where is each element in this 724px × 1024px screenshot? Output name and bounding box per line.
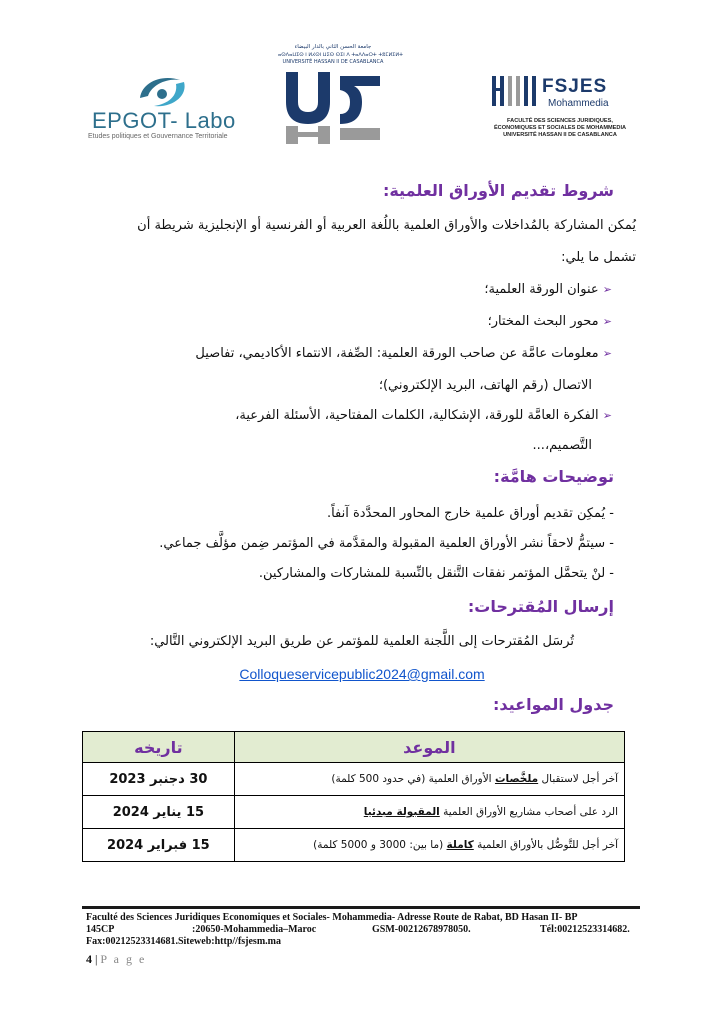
list-item-text: الفكرة العامَّة للورقة، الإشكالية، الكلمات المفتاحية، الأسئلة الفرعية، <box>235 408 599 423</box>
event-cell: الرد على أصحاب مشاريع الأوراق العلمية المقبولة مبدئيا <box>234 796 624 829</box>
footer-address-line-3: Fax:00212523314681.Siteweb:http//fsjesm.ma <box>86 936 281 947</box>
date-cell: 30 دجنبر 2023 <box>83 763 235 796</box>
list-item-text: عنوان الورقة العلمية؛ <box>484 282 599 297</box>
fsjes-line-3: UNIVERSITÉ HASSAN II DE CASABLANCA <box>503 132 617 138</box>
university-name-arabic: جامعة الحسن الثاني بالدار البيضاء <box>294 44 372 50</box>
table-row <box>83 829 625 862</box>
schedule-heading: جدول المواعيد: <box>492 695 614 714</box>
footer-address-line-2: 145CP :20650-Mohammedia–Maroc GSM-00212678978050. Tél:00212523314682. <box>86 924 630 935</box>
proposals-email-link[interactable]: Colloqueservicepublic2024@gmail.com <box>239 666 485 682</box>
chevron-bullet-icon: ➢ <box>602 315 612 328</box>
proposals-text: تُرسَل المُقترحات إلى اللَّجنة العلمية للمؤتمر عن طريق البريد الإلكتروني التَّالي: <box>149 634 574 649</box>
footer-divider <box>82 906 640 909</box>
epgot-swirl-icon <box>132 72 192 112</box>
conditions-intro-line-2: تشمل ما يلي: <box>561 250 636 265</box>
fsjes-line-1: FACULTÉ DES SCIENCES JURIDIQUES, <box>507 118 613 124</box>
date-cell: 15 فبراير 2024 <box>83 829 235 862</box>
list-item-continuation: التَّصميم،... <box>532 438 592 453</box>
note-item: - يُمكِن تقديم أوراق علمية خارج المحاور المحدَّدة آنفاً. <box>326 506 614 521</box>
event-cell: آخر أجل للتَّوصُّل بالأوراق العلمية كاملة (ما بين: 3000 و 5000 كلمة) <box>234 829 624 862</box>
list-item <box>488 314 612 329</box>
note-item: - سيتمُّ لاحقاً نشر الأوراق العلمية المقبولة والمقدَّمة في المؤتمر ضِمن مؤلَّف جماعي. <box>159 536 614 551</box>
epgot-logo <box>82 72 242 142</box>
fsjes-city: Mohammedia <box>548 98 609 109</box>
list-item <box>484 282 612 297</box>
fsjes-logo <box>490 74 630 144</box>
table-header-row <box>83 732 625 763</box>
university-logo <box>278 44 403 144</box>
list-item-text: معلومات عامَّة عن صاحب الورقة العلمية: الصِّفة، الانتماء الأكاديمي، تفاصيل <box>195 346 599 361</box>
epgot-subtitle: Etudes politiques et Gouvernance Territoriale <box>88 133 228 140</box>
epgot-name: EPGOT- Labo <box>92 108 236 133</box>
university-name-tifinagh: ⴰⵙⴷⴰⵡⵉⵙ ⵏ ⵍⵃⵙⵏ ⵡⵉⵙ ⵙⵉⵏ ⴷ ⵜⴰⴷⴷⴰⵔⵜ ⵜⵓⵎⵍⵉⵍⵜ <box>278 52 403 58</box>
chevron-bullet-icon: ➢ <box>602 283 612 296</box>
conditions-heading: شروط تقديم الأوراق العلمية: <box>382 181 614 200</box>
footer-address-line-1: Faculté des Sciences Juridiques Economiques et Sociales- Mohammedia- Adresse Route de Rabat, BD Hasan II- BP <box>86 912 578 923</box>
list-item <box>195 346 612 361</box>
chevron-bullet-icon: ➢ <box>602 409 612 422</box>
university-mark-icon <box>278 68 388 146</box>
schedule-table <box>82 731 625 863</box>
note-item: - لنْ يتحمَّل المؤتمر نفقات التَّنقل بالنِّسبة للمشاركات والمشاركين. <box>258 566 614 581</box>
column-header-date: تاريخه <box>83 732 235 763</box>
list-item-continuation: الاتصال (رقم الهاتف، البريد الإلكتروني)؛ <box>378 378 592 393</box>
date-cell: 15 يناير 2024 <box>83 796 235 829</box>
fsjes-mark-icon <box>490 74 538 112</box>
fsjes-line-2: ÉCONOMIQUES ET SOCIALES DE MOHAMMEDIA <box>493 125 627 131</box>
table-row <box>83 763 625 796</box>
notes-heading: توضيحات هامَّة: <box>493 467 614 486</box>
chevron-bullet-icon: ➢ <box>602 347 612 360</box>
page-number: 4 | P a g e <box>86 952 147 966</box>
proposals-heading: إرسال المُقترحات: <box>467 597 614 616</box>
fsjes-name: FSJES <box>542 76 608 97</box>
conditions-bullet-list <box>92 282 612 452</box>
table-row <box>83 796 625 829</box>
conditions-intro-line-1: يُمكن المشاركة بالمُداخلات والأوراق العلمية باللُغة العربية أو الفرنسية أو الإنجليزية شريطة أن <box>137 218 636 233</box>
university-name-french: UNIVERSITÉ HASSAN II DE CASABLANCA <box>282 59 384 65</box>
column-header-event: الموعد <box>234 732 624 763</box>
event-cell: آخر أجل لاستقبال ملخَّصات الأوراق العلمية (في حدود 500 كلمة) <box>234 763 624 796</box>
list-item-text: محور البحث المختار؛ <box>487 314 599 329</box>
list-item <box>235 408 612 423</box>
